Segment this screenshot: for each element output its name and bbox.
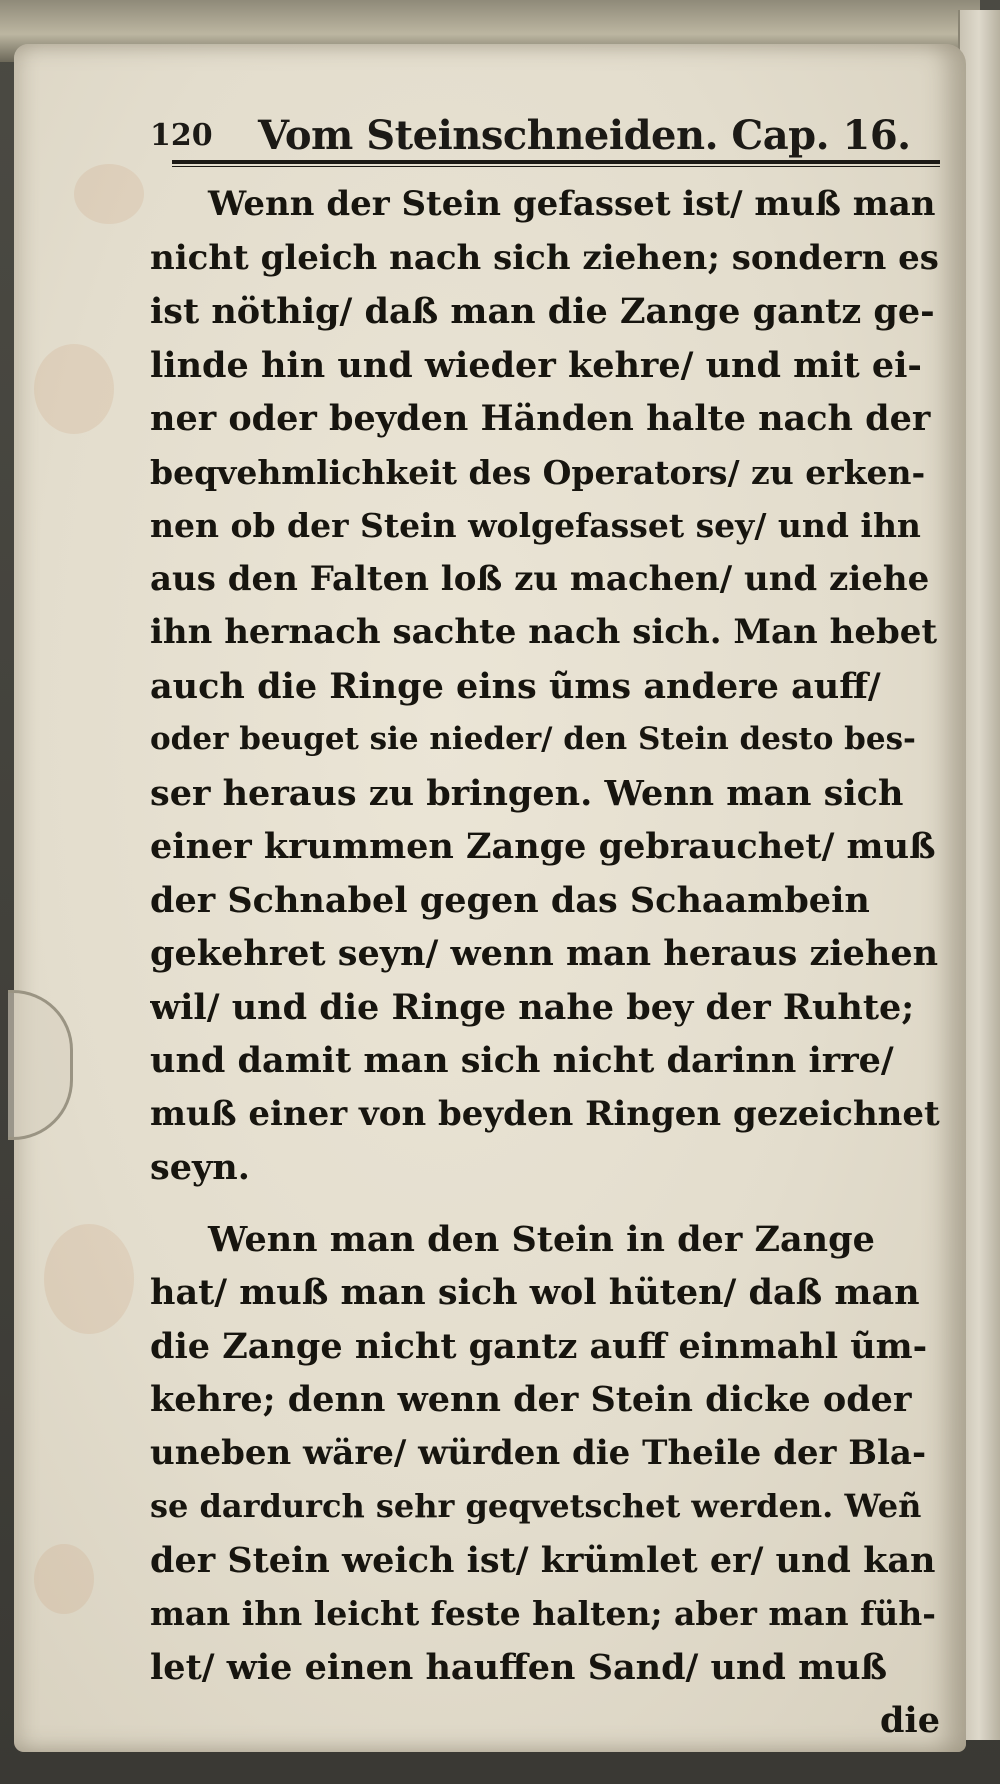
- text-line: gekehret seyn/ wenn man heraus ziehen: [150, 933, 939, 974]
- text-line: aus den Falten loß zu machen/ und ziehe: [150, 558, 930, 599]
- body-text: [150, 178, 940, 1748]
- text-line: ihn hernach sachte nach sich. Man hebet: [150, 612, 938, 652]
- text-line: linde hin und wieder kehre/ und mit ei-: [150, 344, 922, 386]
- text-line: der Stein weich ist/ krümlet er/ und kan: [150, 1539, 936, 1581]
- text-line: wil/ und die Ringe nahe bey der Ruhte;: [150, 986, 915, 1028]
- text-line: man ihn leicht feste halten; aber man füh-: [150, 1594, 936, 1633]
- text-line: ner oder beyden Händen halte nach der: [150, 398, 931, 439]
- header-rule: [172, 160, 940, 167]
- text-line: einer krummen Zange gebrauchet/ muß: [150, 826, 936, 867]
- text-line: hat/ muß man sich wol hüten/ daß man: [150, 1272, 920, 1313]
- catchword: die: [879, 1700, 940, 1741]
- text-line: der Schnabel gegen das Schaambein: [150, 879, 870, 921]
- text-line: Wenn der Stein gefasset ist/ muß man: [208, 184, 936, 224]
- text-line: und damit man sich nicht darinn irre/: [150, 1040, 894, 1081]
- text-line: uneben wäre/ würden die Theile der Bla-: [150, 1432, 927, 1473]
- thumb-tab-impression: [8, 990, 73, 1140]
- running-head: Vom Steinschneiden. Cap. 16.: [258, 112, 911, 159]
- text-line: nen ob der Stein wolgefasset sey/ und ihn: [150, 506, 921, 545]
- text-line: ser heraus zu bringen. Wenn man sich: [150, 772, 904, 814]
- text-line: Wenn man den Stein in der Zange: [208, 1218, 875, 1260]
- text-line: beqvehmlichkeit des Operators/ zu erken-: [150, 452, 926, 492]
- text-line: kehre; denn wenn der Stein dicke oder: [150, 1379, 912, 1420]
- text-line: seyn.: [150, 1147, 250, 1188]
- text-line: die Zange nicht gantz auff einmahl ũm-: [150, 1325, 928, 1367]
- text-line: ist nöthig/ daß man die Zange gantz ge-: [150, 291, 935, 332]
- page-number: 120: [150, 118, 213, 153]
- text-line: auch die Ringe eins ũms andere auff/: [150, 665, 881, 707]
- text-line: oder beuget sie nieder/ den Stein desto bes-: [150, 721, 916, 757]
- text-line: se dardurch sehr geqvetschet werden. Weñ: [150, 1487, 922, 1525]
- text-line: muß einer von beyden Ringen gezeichnet: [150, 1093, 940, 1134]
- text-line: nicht gleich nach sich ziehen; sondern es: [150, 237, 939, 278]
- text-line: let/ wie einen hauffen Sand/ und muß: [150, 1646, 888, 1688]
